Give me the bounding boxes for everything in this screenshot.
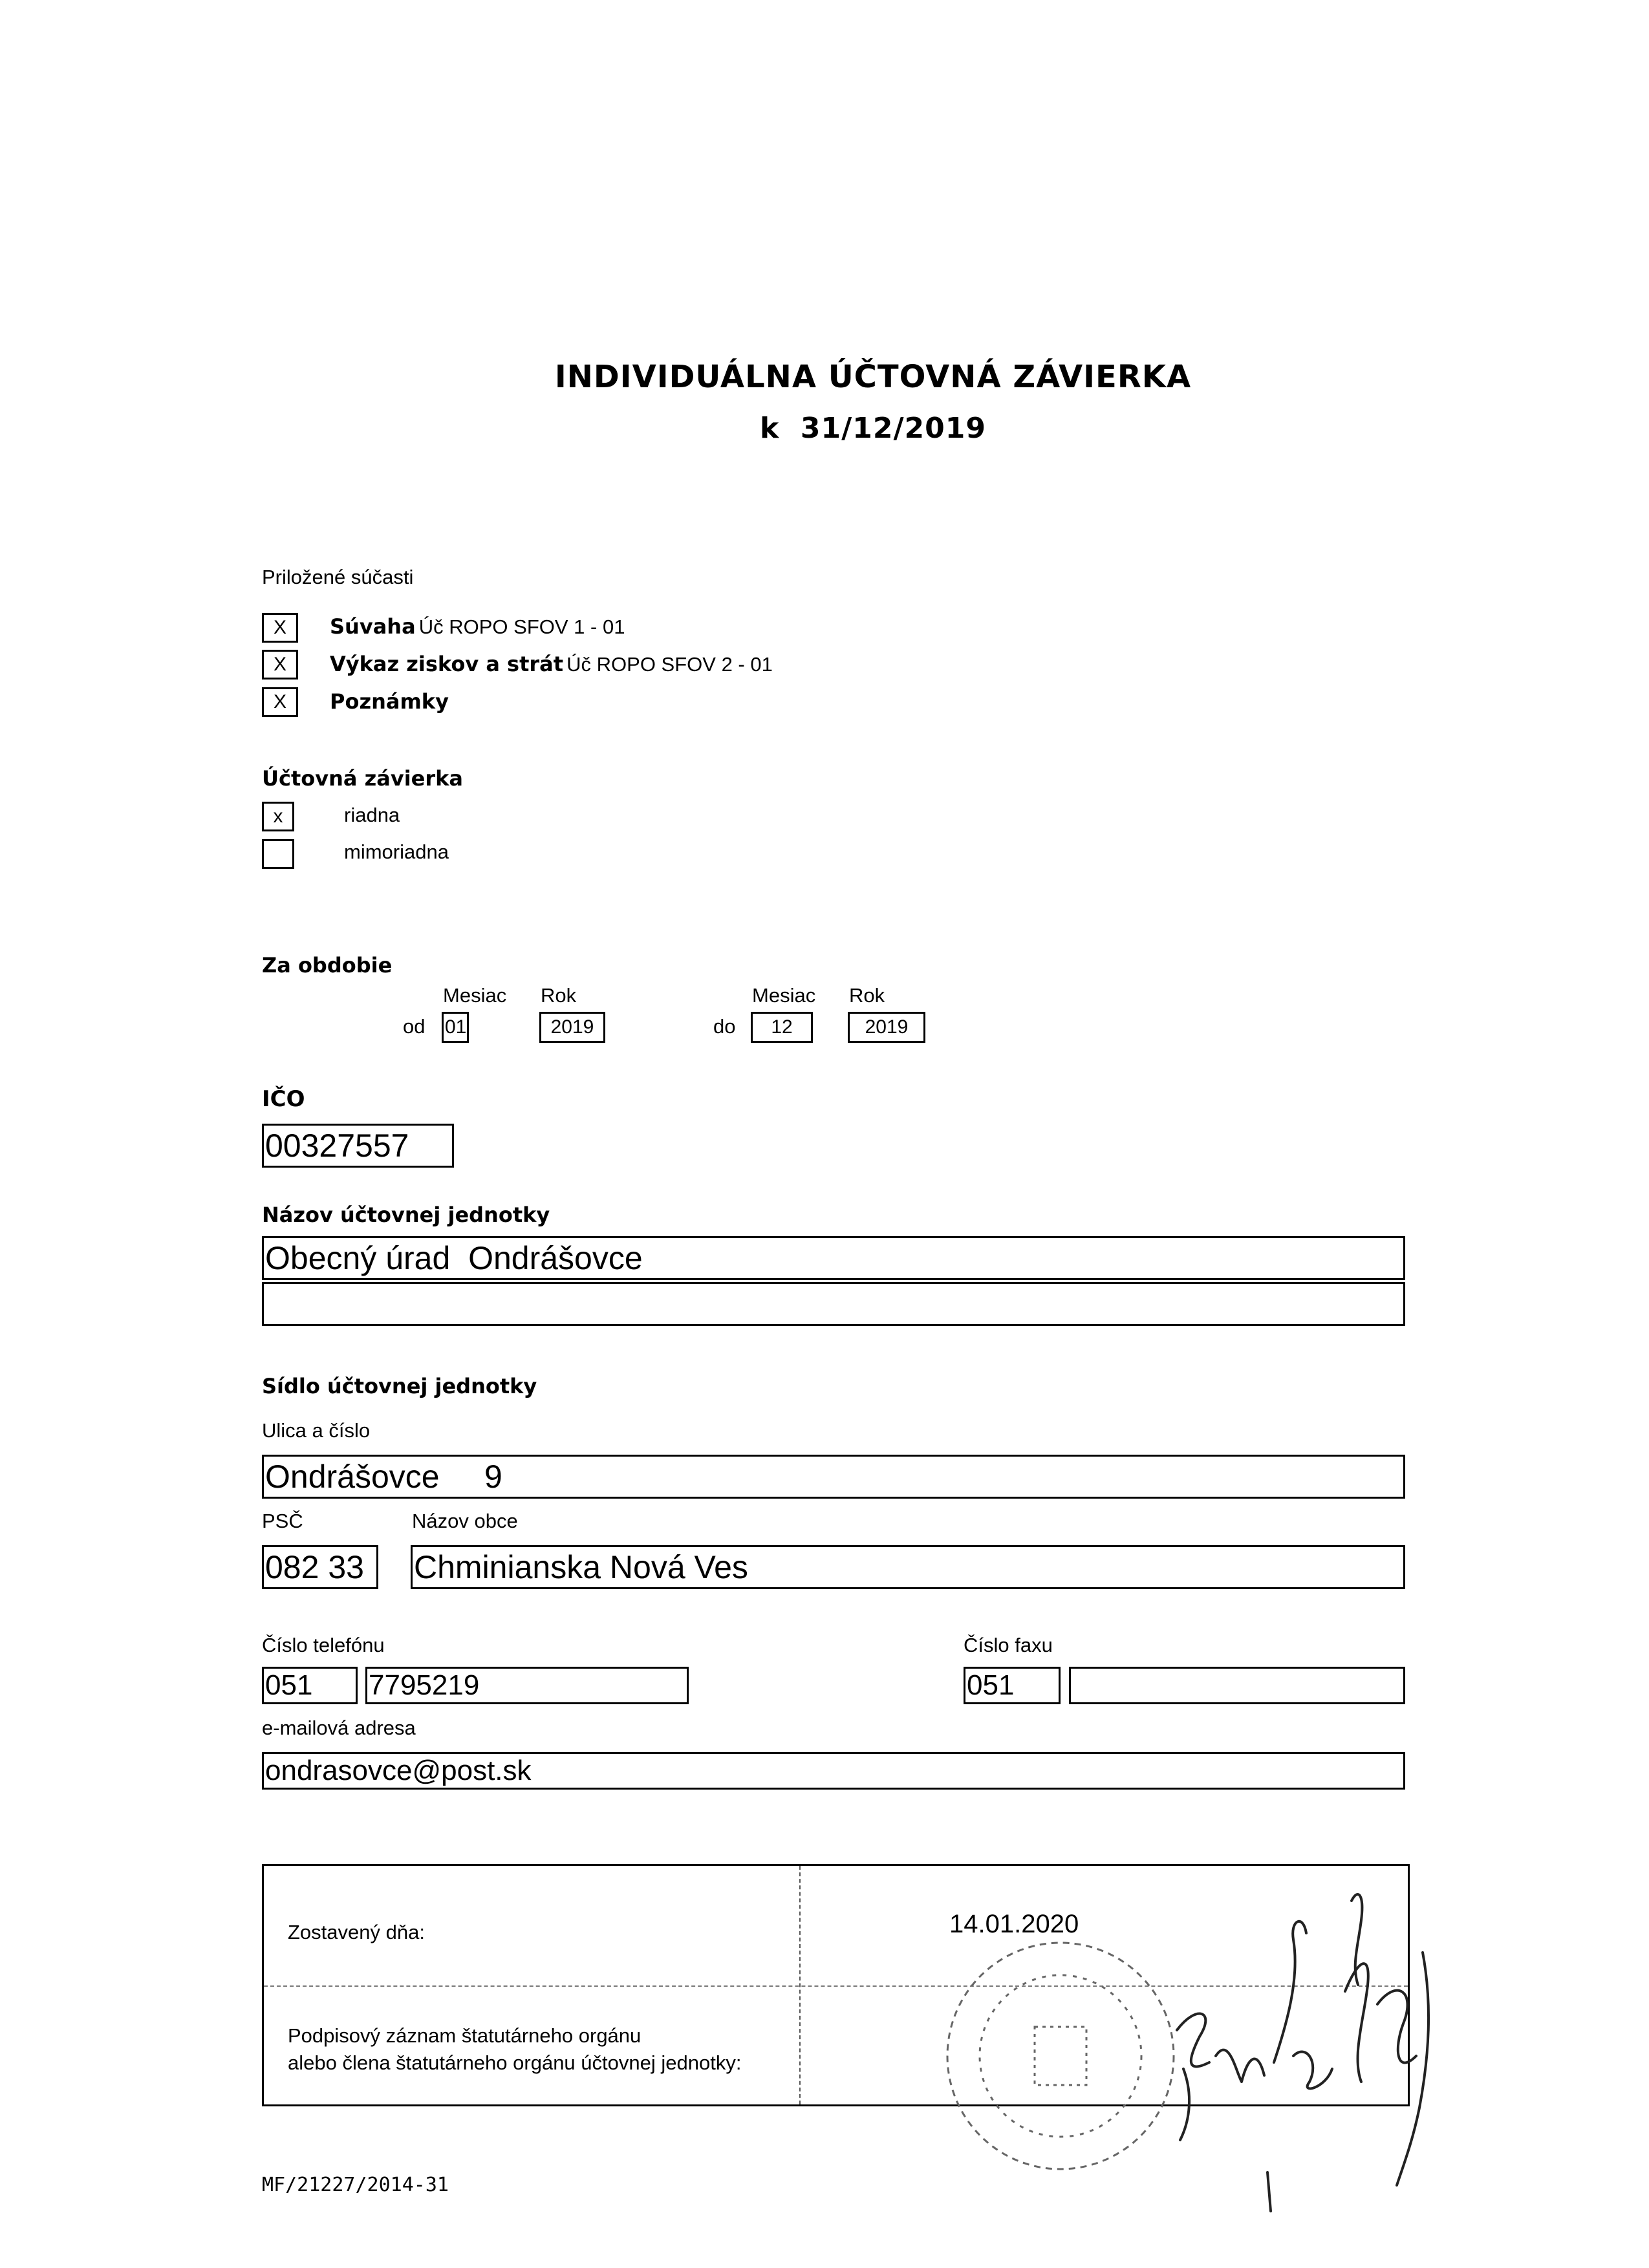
attached-item-name: Súvaha	[330, 614, 416, 639]
document-title: INDIVIDUÁLNA ÚČTOVNÁ ZÁVIERKA	[554, 359, 1192, 395]
seat-heading: Sídlo účtovnej jednotky	[262, 1374, 537, 1398]
email-field[interactable]: ondrasovce@post.sk	[262, 1752, 1405, 1790]
period-from-month-field[interactable]: 01	[442, 1012, 469, 1043]
attached-checkbox-notes[interactable]: X	[262, 687, 298, 717]
period-to-label: do	[713, 1015, 736, 1038]
phone-prefix-field[interactable]: 051	[262, 1667, 358, 1704]
period-from-label: od	[403, 1015, 426, 1038]
fax-number-field[interactable]	[1069, 1667, 1405, 1704]
compiled-label: Zostavený dňa:	[288, 1921, 425, 1943]
period-heading: Za obdobie	[262, 953, 393, 978]
attached-item-code: Úč ROPO SFOV 1 - 01	[418, 615, 625, 638]
unit-name-field-line1[interactable]: Obecný úrad Ondrášovce	[262, 1236, 1405, 1280]
email-label: e-mailová adresa	[262, 1717, 416, 1739]
period-to-month-label: Mesiac	[752, 984, 816, 1007]
closing-type-heading: Účtovná závierka	[262, 766, 464, 791]
attached-heading: Priložené súčasti	[262, 566, 414, 588]
official-stamp-and-signature	[905, 1862, 1474, 2224]
signature-label-line1: Podpisový záznam štatutárneho orgánu	[288, 2024, 641, 2047]
official-stamp	[947, 1943, 1174, 2169]
psc-label: PSČ	[262, 1510, 303, 1532]
period-to-month-field[interactable]: 12	[751, 1012, 813, 1043]
attached-item-pnl	[330, 652, 773, 676]
psc-field[interactable]: 082 33	[262, 1545, 378, 1589]
handwritten-signature	[1022, 1894, 1428, 2224]
period-to-year-label: Rok	[849, 984, 885, 1007]
closing-type-extraordinary-checkbox[interactable]	[262, 839, 294, 869]
closing-type-regular-label: riadna	[344, 804, 400, 826]
period-from-year-label: Rok	[541, 984, 577, 1007]
attached-item-name: Výkaz ziskov a strát	[330, 652, 564, 676]
phone-label: Číslo telefónu	[262, 1634, 385, 1656]
period-to-year-field[interactable]: 2019	[848, 1012, 925, 1043]
fax-label: Číslo faxu	[964, 1634, 1053, 1656]
city-label: Názov obce	[412, 1510, 518, 1532]
attached-checkbox-pnl[interactable]: X	[262, 650, 298, 679]
closing-type-extraordinary-label: mimoriadna	[344, 840, 449, 863]
closing-type-regular-checkbox[interactable]: x	[262, 802, 294, 831]
document-date: k 31/12/2019	[760, 412, 986, 445]
attached-checkbox-balance[interactable]: X	[262, 613, 298, 643]
period-from-month-label: Mesiac	[443, 984, 507, 1007]
attached-item-name: Poznámky	[330, 689, 449, 714]
unit-name-label: Názov účtovnej jednotky	[262, 1203, 550, 1227]
ico-label: IČO	[262, 1086, 305, 1112]
street-label: Ulica a číslo	[262, 1419, 371, 1442]
signature-label-line2: alebo člena štatutárneho orgánu účtovnej jednotky:	[288, 2051, 742, 2074]
period-from-year-field[interactable]: 2019	[539, 1012, 605, 1043]
attached-item-notes	[330, 689, 449, 714]
phone-number-field[interactable]: 7795219	[365, 1667, 689, 1704]
compiled-date: 14.01.2020	[949, 1910, 1079, 1938]
unit-name-field-line2[interactable]	[262, 1282, 1405, 1326]
footer-code: MF/21227/2014-31	[262, 2174, 449, 2196]
fax-prefix-field[interactable]: 051	[964, 1667, 1061, 1704]
ico-field[interactable]: 00327557	[262, 1124, 454, 1168]
attached-item-code: Úč ROPO SFOV 2 - 01	[566, 653, 773, 676]
attached-item-balance	[330, 614, 625, 639]
street-field[interactable]: Ondrášovce 9	[262, 1455, 1405, 1499]
city-field[interactable]: Chminianska Nová Ves	[411, 1545, 1405, 1589]
